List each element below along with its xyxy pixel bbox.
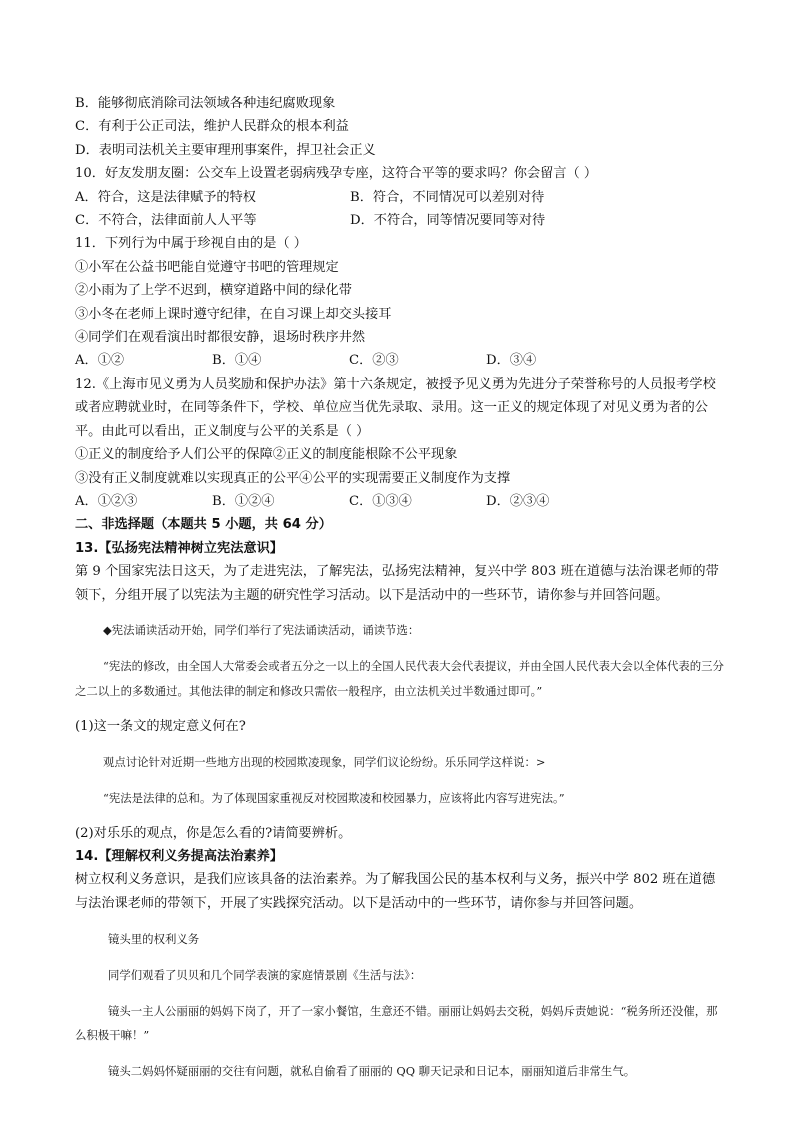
- q10-options-row1: [75, 186, 725, 209]
- q13-lele-quote: “宪法是法律的总和。为了体现国家重视反对校园欺凌和校园暴力，应该将此内容写进宪法。”: [103, 790, 565, 805]
- q13-activity: ◆宪法诵读活动开始，同学们举行了宪法诵读活动，诵读节选：: [103, 623, 420, 638]
- q11-item-3: ③小冬在老师上课时遵守纪律，在自习课上却交头接耳: [75, 306, 392, 322]
- q14-heading: 14.【理解权利义务提高法治素养】: [75, 849, 283, 865]
- q13-constitution-quote: “宪法的修改，由全国人大常委会或者五分之一以上的全国人民代表大会代表提议，并由全国人民代表大会以全体代表的三分之二以上的多数通过。其他法律的制定和修改只需依一般程序，由立法机关过半数通过即可。”: [75, 659, 724, 698]
- q13-question-1: (1)这一条文的规定意义何在?: [75, 718, 246, 734]
- q11-item-2: ②小雨为了上学不迟到，横穿道路中间的绿化带: [75, 283, 352, 299]
- q12-option-a: A．①②③: [75, 493, 138, 509]
- q11-option-c: C．②③: [349, 353, 399, 369]
- q12-option-b: B．①②④: [212, 493, 275, 509]
- q14-subtitle: 镜头里的权利义务: [108, 931, 200, 946]
- q11-option-b: B．①④: [212, 353, 262, 369]
- q13-intro: 第 9 个国家宪法日这天，为了走进宪法，了解宪法，弘扬宪法精神，复兴中学 803 班在道德与法治课老师的带领下，分组开展了以宪法为主题的研究性学习活动。以下是活动中的一些环节，请你参与并回答问题。: [75, 564, 719, 603]
- q12-stem: 12.《上海市见义勇为人员奖励和保护办法》第十六条规定，被授予见义勇为先进分子荣誉称号的人员报考学校或者应聘就业时，在同等条件下，学校、单位应当优先录取、录用。这一正义的规定体现了对见义勇为者的公平。由此可以看出，正义制度与公平的关系是（ ）: [75, 376, 716, 439]
- q9-option-b: B．能够彻底消除司法领域各种违纪腐败现象: [75, 96, 336, 111]
- exam-page: [75, 92, 725, 1095]
- q9-option-d: D．表明司法机关主要审理刑事案件，捍卫社会正义: [75, 142, 376, 158]
- q12-options: [75, 490, 725, 513]
- q10-option-d: D．不符合，同等情况要同等对待: [350, 213, 546, 229]
- q13-discussion: 观点讨论针对近期一些地方出现的校园欺凌现象，同学们议论纷纷。乐乐同学这样说：>: [103, 754, 546, 769]
- q10-option-c: C．不符合，法律面前人人平等: [75, 213, 257, 229]
- q12-statements-2: ③没有正义制度就难以实现真正的公平④公平的实现需要正义制度作为支撑: [75, 470, 511, 486]
- q11-item-4: ④同学们在观看演出时都很安静，退场时秩序井然: [75, 330, 366, 346]
- q9-option-c: C．有利于公正司法，维护人民群众的根本利益: [75, 119, 349, 135]
- q14-intro: 树立权利义务意识，是我们应该具备的法治素养。为了解我国公民的基本权利与义务，振兴中学 802 班在道德与法治课老师的带领下，开展了实践探究活动。以下是活动中的一些环节，请你参与并回答问题。: [75, 872, 716, 911]
- section-title: 二、非选择题（本题共 5 小题，共 64 分）: [75, 517, 332, 533]
- q11-option-a: A．①②: [75, 353, 125, 369]
- q10-option-a: A．符合，这是法律赋予的特权: [75, 189, 256, 205]
- q12-option-d: D．②③④: [486, 493, 550, 509]
- q10-option-b: B．符合，不同情况可以差别对待: [350, 189, 545, 205]
- q11-option-d: D．③④: [486, 353, 537, 369]
- q10-stem: 10．好友发朋友圈：公交车上设置老弱病残孕专座，这符合平等的要求吗？你会留言（ ）: [75, 166, 598, 182]
- q10-options-row2: [75, 209, 725, 232]
- q13-question-2: (2)对乐乐的观点，你是怎么看的?请简要辨析。: [75, 825, 352, 841]
- q11-stem: 11．下列行为中属于珍视自由的是（ ）: [75, 236, 307, 252]
- q11-item-1: ①小军在公益书吧能自觉遵守书吧的管理规定: [75, 259, 339, 275]
- q12-statements-1: ①正义的制度给予人们公平的保障②正义的制度能根除不公平现象: [75, 447, 458, 463]
- q14-scene-1: 镜头一主人公丽丽的妈妈下岗了，开了一家小餐馆，生意还不错。丽丽让妈妈去交税，妈妈斥责她说：“税务所还没催，那么积极干嘛！”: [75, 1003, 718, 1043]
- q14-play-intro: 同学们观看了贝贝和几个同学表演的家庭情景剧《生活与法》：: [108, 967, 422, 982]
- q13-heading: 13.【弘扬宪法精神树立宪法意识】: [75, 540, 283, 556]
- q14-scene-2: 镜头二妈妈怀疑丽丽的交往有问题，就私自偷看了丽丽的 QQ 聊天记录和日记本，丽丽知道后非常生气。: [108, 1064, 636, 1079]
- q12-option-c: C．①③④: [349, 493, 412, 509]
- q11-options: [75, 349, 725, 372]
